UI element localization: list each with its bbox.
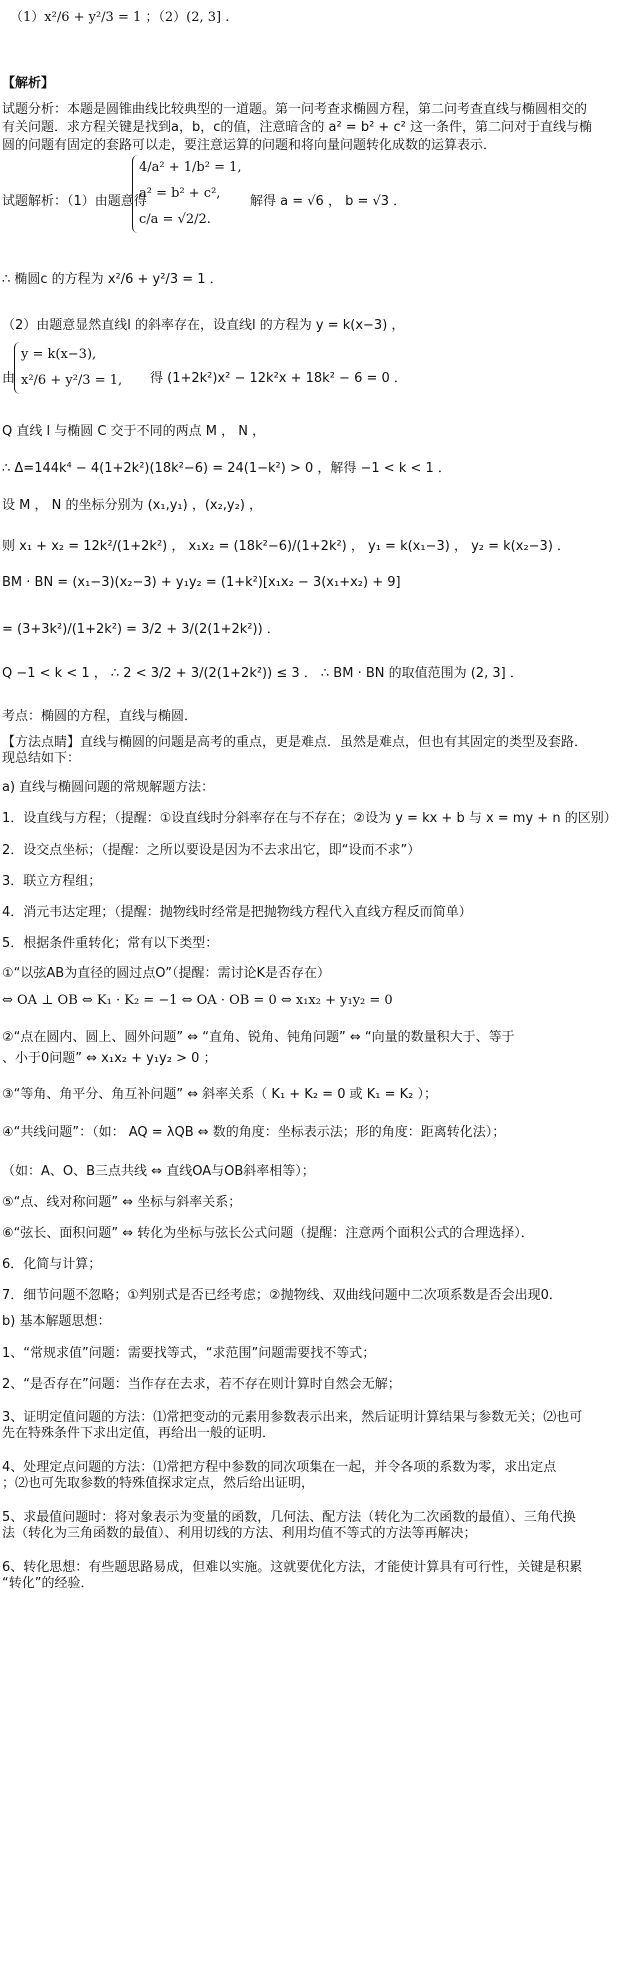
jiexi-header: 【解析】 <box>2 76 55 91</box>
analysis-line-1: 试题分析：本题是圆锥曲线比较典型的一道题。第一问考查求椭圆方程，第二问考查直线与椭圆相交的 <box>2 102 588 117</box>
system-of-equations-2 <box>14 342 122 394</box>
b-2: 2、“是否存在”问题：当作存在去求，若不存在则计算时自然会无解； <box>2 1377 401 1392</box>
type-6: ⑥“弦长、面积问题” ⇔ 转化为坐标与弦长公式问题（提醒：注意两个面积公式的合理选择）． <box>2 1226 534 1241</box>
vieta-line: 则 x₁ + x₂ = 12k²/(1+2k²) ， x₁x₂ = (18k²−6)/(1+2k²) ， y₁ = k(x₁−3) ， y₂ = k(x₂−3) ． <box>2 539 571 554</box>
step-5: 5．根据条件重转化；常有以下类型： <box>2 936 219 951</box>
dot-product-line: BM · BN = (x₁−3)(x₂−3) + y₁y₂ = (1+k²)[x₁x₂ − 3(x₁+x₂) + 9] <box>2 575 401 590</box>
delta-line: ∴ Δ=144k⁴ − 4(1+2k²)(18k²−6) = 24(1−k²) > 0 ，解得 −1 < k < 1 ． <box>2 461 451 476</box>
answer-line: （1）x²/6 + y²/3 = 1 ；（2）(2, 3] . <box>10 10 230 25</box>
system1-eq2: a² = b² + c², <box>139 186 221 201</box>
a-title: a) 直线与椭圆问题的常规解题方法： <box>2 780 215 795</box>
system-of-equations-1 <box>132 155 242 233</box>
step-1: 1．设直线与方程；（提醒：①设直线时分斜率存在与不存在；②设为 y = kx + b 与 x = my + n 的区别） <box>2 811 617 826</box>
b-3-line-b: 先在特殊条件下求出定值，再给出一般的证明． <box>2 1426 276 1441</box>
type-4-note: （如：A、O、B三点共线 ⇔ 直线OA与OB斜率相等）； <box>2 1164 315 1179</box>
b-5-line-b: 法（转化为三角函数的最值）、利用切线的方法、利用均值不等式的方法等再解决； <box>2 1526 477 1541</box>
type-3: ③“等角、角平分、角互补问题” ⇔ 斜率关系（ K₁ + K₂ = 0 或 K₁ = K₂ ）； <box>2 1087 437 1102</box>
step-7: 7．细节问题不忽略；①判别式是否已经考虑；②抛物线、双曲线问题中二次项系数是否会出现0． <box>2 1288 562 1303</box>
type-1: ①“以弦AB为直径的圆过点O”（提醒：需讨论K是否存在） <box>2 966 330 981</box>
b-5-line-a: 5、求最值问题时：将对象表示为变量的函数，几何法、配方法（转化为二次函数的最值）、三角代换 <box>2 1510 576 1525</box>
b-title: b) 基本解题思想： <box>2 1314 111 1329</box>
method-sub: 现总结如下： <box>2 751 81 766</box>
coords-line: 设 M ， N 的坐标分别为 (x₁,y₁) ，(x₂,y₂) ， <box>2 498 263 513</box>
step-3: 3．联立方程组； <box>2 874 102 889</box>
step-4: 4．消元韦达定理；（提醒：抛物线时经常是把抛物线方程代入直线方程反而简单） <box>2 905 472 920</box>
system2-eq2: x²/6 + y²/3 = 1, <box>21 373 123 388</box>
system2-result: 得 (1+2k²)x² − 12k²x + 18k² − 6 = 0 ． <box>150 371 407 386</box>
part2-intro: （2）由题意显然直线l 的斜率存在，设直线l 的方程为 y = k(x−3) ， <box>2 318 405 333</box>
solve-prefix: 试题解析：（1）由题意得 <box>2 194 147 209</box>
b-4-line-a: 4、处理定点问题的方法：⑴常把方程中参数的同次项集在一起，并令各项的系数为零，求出定点 <box>2 1460 557 1475</box>
type-1-equivalence: ⇔ OA ⊥ OB ⇔ K₁ · K₂ = −1 ⇔ OA · OB = 0 ⇔ x₁x₂ + y₁y₂ = 0 <box>2 993 393 1008</box>
analysis-line-2: 有关问题．求方程关键是找到a，b，c的值，注意暗含的 a² = b² + c² 这一条件，第二问对于直线与椭 <box>2 120 592 135</box>
system2-eq1: y = k(x−3), <box>21 347 97 362</box>
type-4: ④“共线问题”：（如： AQ = λQB ⇔ 数的角度：坐标表示法；形的角度：距离转化法）； <box>2 1125 506 1140</box>
solve-result: 解得 a = √6 ， b = √3 ． <box>250 194 407 209</box>
system1-eq3: c/a = √2/2. <box>139 212 211 227</box>
method-title: 【方法点睛】直线与椭圆的问题是高考的重点，更是难点．虽然是难点，但也有其固定的类型及套路． <box>2 735 588 750</box>
kaodian-line: 考点：椭圆的方程，直线与椭圆． <box>2 709 198 724</box>
type-2-line-b: 、小于0问题” ⇔ x₁x₂ + y₁y₂ > 0 ； <box>2 1051 217 1066</box>
type-5: ⑤“点、线对称问题” ⇔ 坐标与斜率关系； <box>2 1195 242 1210</box>
system2-prefix: 由 <box>2 371 16 386</box>
range-line: Q −1 < k < 1 ， ∴ 2 < 3/2 + 3/(2(1+2k²)) ≤ 3 ． ∴ BM · BN 的取值范围为 (2, 3] ． <box>2 666 523 681</box>
b-6-line-b: “转化”的经验． <box>2 1576 94 1591</box>
b-3-line-a: 3、证明定值问题的方法：⑴常把变动的元素用参数表示出来，然后证明计算结果与参数无关；⑵也可 <box>2 1410 583 1425</box>
type-2-line-a: ②“点在圆内、圆上、圆外问题” ⇔ “直角、锐角、钝角问题” ⇔ “向量的数量积大于、等于 <box>2 1030 515 1045</box>
ellipse-equation: ∴ 椭圆c 的方程为 x²/6 + y²/3 = 1 ． <box>2 272 223 287</box>
intersect-line: Q 直线 l 与椭圆 C 交于不同的两点 M ， N ， <box>2 424 266 439</box>
simplify-line: = (3+3k²)/(1+2k²) = 3/2 + 3/(2(1+2k²)) ． <box>2 622 280 637</box>
b-1: 1、“常规求值”问题：需要找等式，“求范围”问题需要找不等式； <box>2 1346 376 1361</box>
analysis-line-3: 圆的问题有固定的套路可以走，要注意运算的问题和将向量问题转化成数的运算表示． <box>2 138 497 153</box>
step-2: 2．设交点坐标；（提醒：之所以要设是因为不去求出它，即“设而不求”） <box>2 843 421 858</box>
b-6-line-a: 6、转化思想：有些题思路易成，但难以实施。这就要优化方法，才能使计算具有可行性，关键是积累 <box>2 1560 583 1575</box>
system1-eq1: 4/a² + 1/b² = 1, <box>139 160 242 175</box>
b-4-line-b: ；⑵也可先取参数的特殊值探求定点，然后给出证明， <box>2 1476 315 1491</box>
step-6: 6．化简与计算； <box>2 1257 102 1272</box>
